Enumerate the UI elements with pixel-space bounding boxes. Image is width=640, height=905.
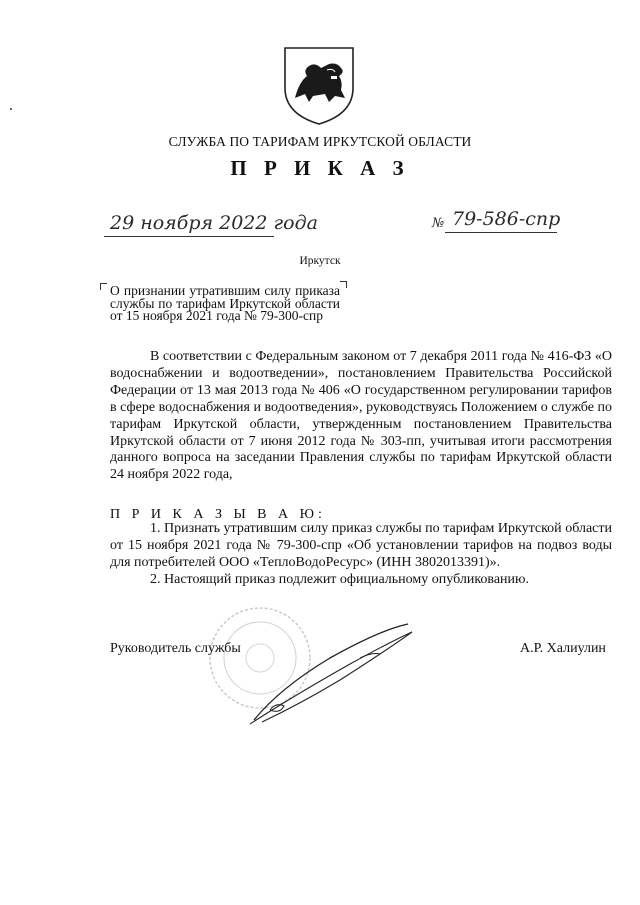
signer-name: А.Р. Халиулин: [520, 641, 606, 656]
handwritten-date: 29 ноября 2022 года: [110, 212, 318, 234]
order-subject: О признании утратившим силу приказа службы по тарифам Иркутской области от 15 ноября 2021 года № 79-300-спр: [110, 283, 340, 324]
coat-of-arms-icon: [281, 42, 357, 126]
agency-name: СЛУЖБА ПО ТАРИФАМ ИРКУТСКОЙ ОБЛАСТИ: [168, 134, 472, 149]
order-directive: П Р И К А З Ы В А Ю:: [110, 507, 326, 522]
number-sign: №: [432, 216, 445, 231]
handwritten-number: 79-586-спр: [452, 208, 561, 230]
scan-artifact: [10, 108, 12, 110]
document-title: П Р И К А З: [230, 156, 410, 180]
handwritten-signature-icon: [240, 618, 420, 728]
order-item: 2. Настоящий приказ подлежит официальному опубликованию.: [150, 571, 529, 587]
signer-position: Руководитель службы: [110, 641, 241, 656]
order-preamble: [110, 349, 612, 484]
order-item: 1. Признать утратившим силу приказ службы по тарифам Иркутской области от 15 ноября 2021 года № 79-300-спр «Об установлении тарифов на подвоз воды для потребителей ООО «ТеплоВодоРесурс» (ИНН 3802013391)».: [110, 521, 612, 570]
date-underline: [104, 236, 274, 237]
city-name: Иркутск: [299, 255, 341, 267]
number-underline: [445, 232, 557, 233]
order-items: [110, 521, 612, 589]
preamble-paragraph: В соответствии с Федеральным законом от 7 декабря 2011 года № 416-ФЗ «О водоснабжении и водоотведении», постановлением Правительства Российской Федерации от 13 мая 2013 года № 406 «О государственном регулировании тарифов в сфере водоснабжения и водоотведения», руководствуясь Положением о службе по тарифам Иркутской области, утвержденным постановлением Правительства Иркутской области от 7 июня 2012 года № 303-пп, учитывая итоги рассмотрения данного вопроса на заседании Правления службы по тарифам Иркутской области 24 ноября 2022 года,: [110, 349, 612, 483]
subject-bracket-left: [100, 283, 107, 290]
subject-bracket-right: [340, 281, 347, 288]
